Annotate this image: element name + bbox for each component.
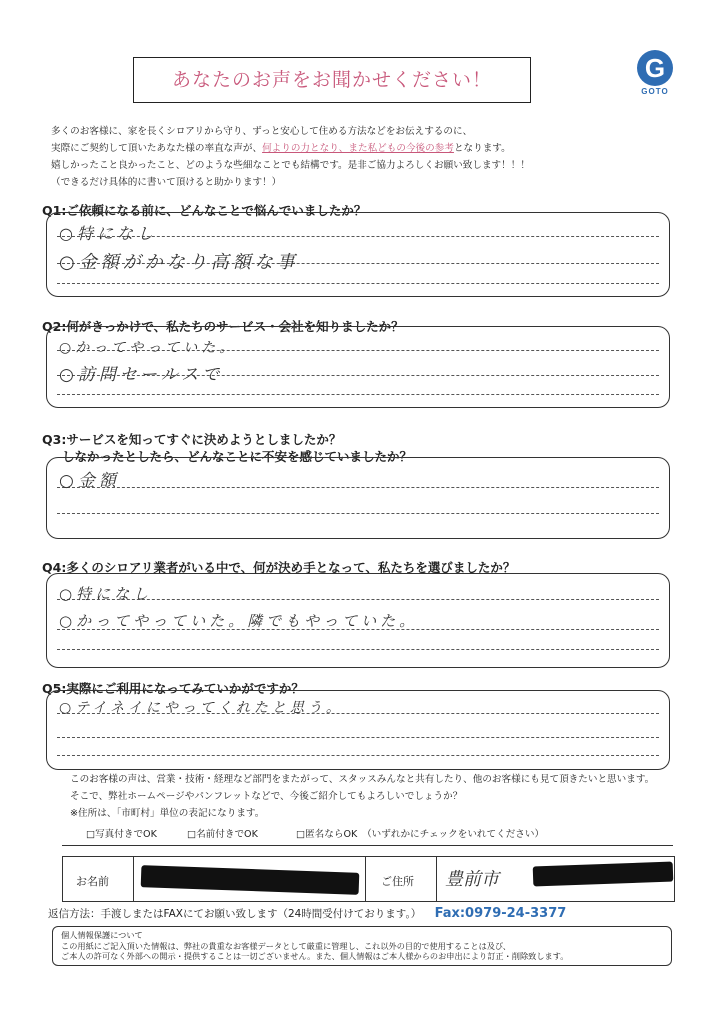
q2-answer-1: ○かってやっていた。 (59, 340, 238, 356)
redacted-name (141, 865, 360, 895)
fax-number: Fax:0979-24-3377 (434, 906, 567, 921)
q4-answer-1: ○特になし (59, 585, 153, 603)
reply-text: 返信方法：手渡しまたはFAXにてお願い致します（24時間受付けております。） (48, 908, 422, 920)
privacy-line-2: ご本人の許可なく外部への開示・提供することは一切ございません。また、個人情報はご本人様からのお申出により訂正・削除致します。 (61, 951, 569, 961)
q1-answer-box (46, 212, 670, 297)
intro-line-2-a: 実際にご契約して頂いたあなた様の率直な声が、 (51, 143, 263, 154)
answer-line (57, 649, 659, 650)
q4-label: Q4:多くのシロアリ業者がいる中で、何が決め手となって、私たちを選びましたか？ (42, 560, 516, 575)
name-label: お名前 (76, 875, 109, 888)
consent-note-2: そこで、弊社ホームページやパンフレットなどで、今後ご紹介してもよろしいでしょうか？ (70, 791, 463, 802)
logo-text: GOTO (641, 87, 669, 96)
answer-line (57, 513, 659, 514)
answer-line (57, 394, 659, 395)
q3-label: Q3:サービスを知ってすぐに決めようとしましたか？ (42, 432, 342, 447)
q1-label: Q1:ご依頼になる前に、どんなことで悩んでいましたか？ (42, 203, 367, 218)
info-divider (62, 845, 673, 846)
intro-line-3: 嬉しかったこと良かったこと、どのような些細なことでも結構です。是非ご協力よろしくお願い致します！！！ (51, 160, 530, 171)
checkbox-name-ok[interactable]: □名前付きでOK (187, 829, 258, 840)
address-value: 豊前市 (445, 869, 499, 890)
privacy-line-1: この用紙にご記入頂いた情報は、弊社の貴重なお客様データとして厳重に管理し、これ以外の目的で使用することは及び、 (61, 940, 511, 951)
intro-line-2-emphasis: 何よりの力となり、また私どもの今後の参考 (262, 143, 454, 154)
q3-answer-box (46, 457, 670, 539)
q4-answer-box (46, 573, 670, 668)
q5-answer-1: ○テイネイにやってくれたと思う。 (59, 700, 344, 716)
logo-mark-icon: G (637, 50, 673, 86)
q2-label: Q2:何がきっかけで、私たちのサービス・会社を知りましたか？ (42, 319, 404, 334)
q1-answer-1: ○特になし (59, 224, 157, 243)
q3-sublabel: しなかったとしたら、どんなことに不安を感じていましたか？ (62, 449, 413, 464)
address-label: ご住所 (381, 875, 414, 888)
reply-method (48, 906, 566, 921)
contact-info-box (62, 856, 675, 902)
q5-label: Q5:実際にご利用になってみていかがですか？ (42, 681, 304, 696)
company-logo (633, 50, 677, 96)
q5-answer-box (46, 690, 670, 770)
q1-answer-2: ○金額がかなり高額な事 (59, 252, 299, 273)
checkbox-anonymous-ok[interactable]: □匿名ならOK （いずれかにチェックをいれてください） (296, 829, 545, 840)
q2-answer-box (46, 326, 670, 408)
consent-note-3: ※住所は、「市町村」単位の表記になります。 (70, 808, 265, 819)
redacted-address (533, 862, 674, 887)
intro-line-2-c: となります。 (453, 143, 511, 154)
checkbox-photo-ok[interactable]: □写真付きでOK (86, 829, 157, 840)
privacy-title: 個人情報保護について (61, 930, 143, 940)
page-title: あなたのお声をお聞かせください！ (133, 57, 531, 103)
scan-speckle (590, 140, 670, 180)
consent-note-1: このお客様の声は、営業・技術・経理など部門をまたがって、スタッスみんなと共有したり、他のお客様にも見て頂きたいと思います。 (70, 774, 655, 785)
q2-answer-2: ○訪問セールスで (59, 365, 224, 385)
intro-line-1: 多くのお客様に、家を長くシロアリから守り、ずっと安心して住める方法などをお伝えするのに、 (51, 126, 473, 137)
privacy-notice (52, 926, 672, 966)
answer-line (57, 755, 659, 756)
answer-line (57, 283, 659, 284)
q3-answer-1: ○金額 (59, 471, 120, 491)
q4-answer-2: ○かってやっていた。隣でもやっていた。 (59, 612, 419, 630)
answer-line (57, 487, 659, 488)
answer-line (57, 737, 659, 738)
intro-line-2 (51, 140, 511, 157)
intro-line-4: （できるだけ具体的に書いて頂けると助かります！） (51, 177, 282, 188)
